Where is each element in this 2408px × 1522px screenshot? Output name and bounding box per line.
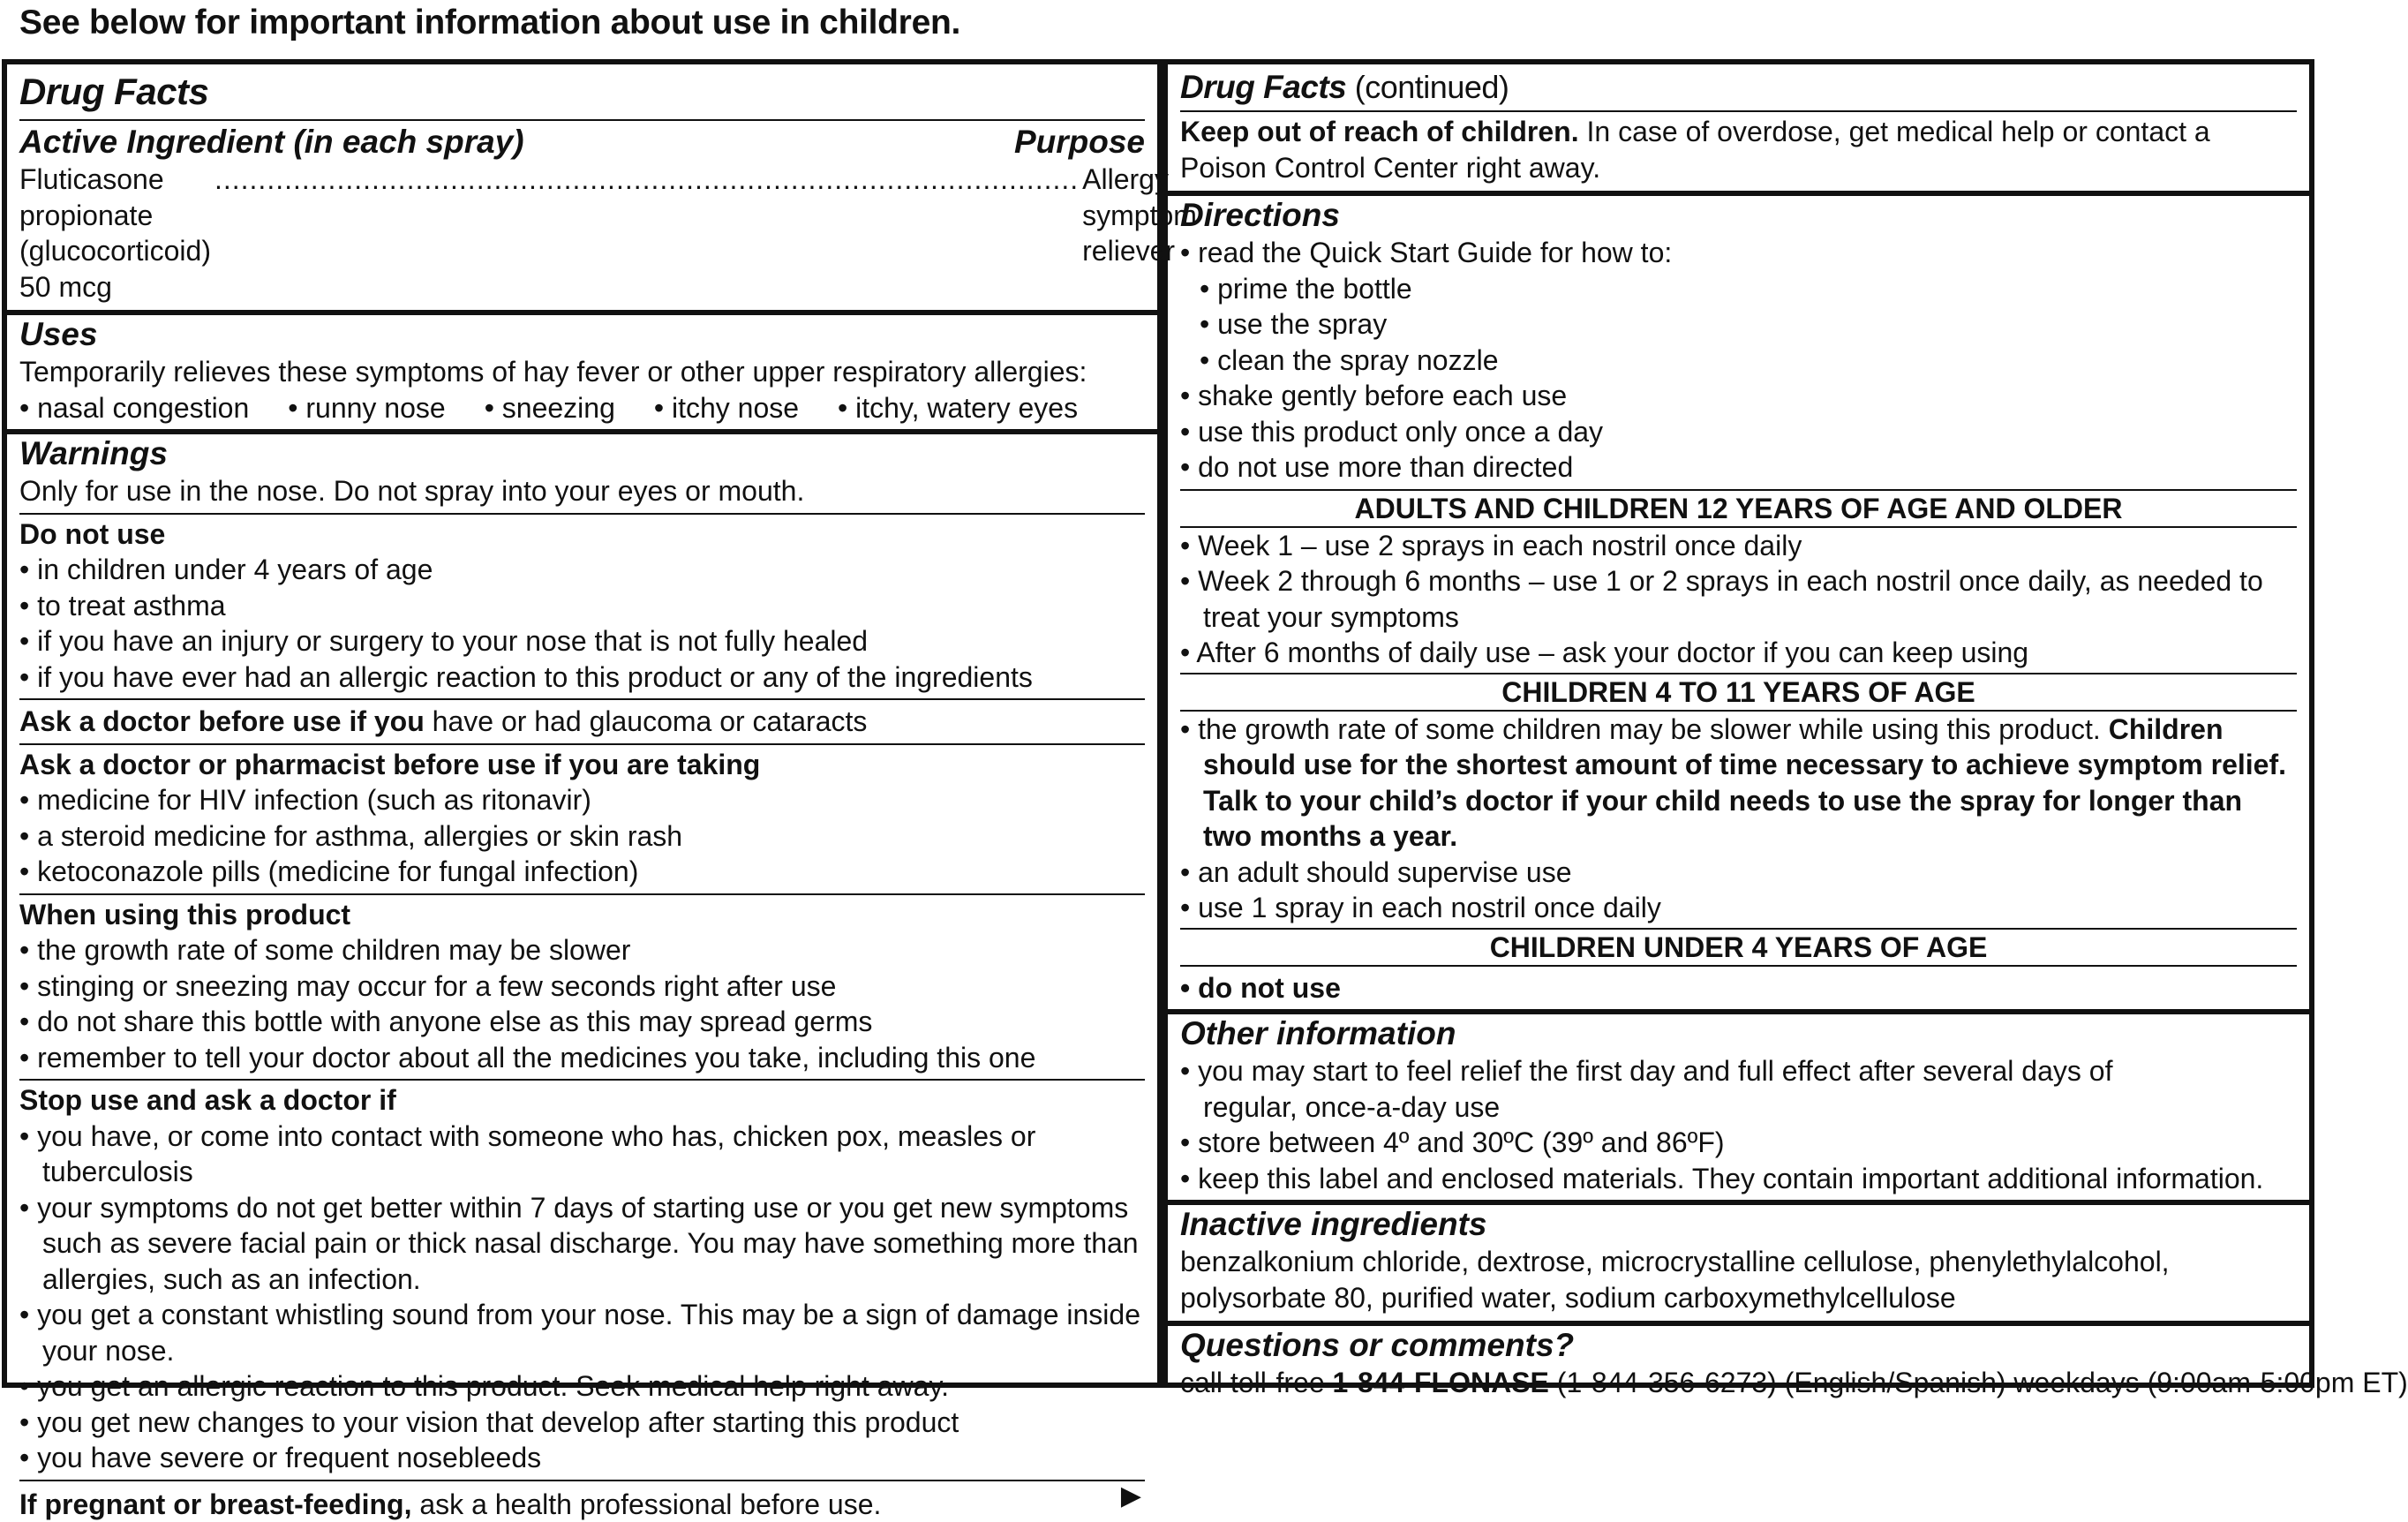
other-info-panel [1168, 1009, 2309, 1200]
list-item: • a steroid medicine for asthma, allergies or skin rash [19, 818, 1145, 855]
uses-intro: Temporarily relieves these symptoms of hay fever or other upper respiratory allergies: [19, 354, 1145, 390]
list-item: • do not use more than directed [1180, 449, 2297, 489]
list-item: • use 1 spray in each nostril once daily [1180, 890, 2297, 928]
list-item: • if you have an injury or surgery to your nose that is not fully healed [19, 623, 1145, 659]
drug-facts-left-column [2, 59, 1163, 1388]
adults-heading: ADULTS AND CHILDREN 12 YEARS OF AGE AND OLDER [1180, 491, 2297, 526]
ask-doctor-bold: Ask a doctor before use if you [19, 705, 425, 737]
ask-doctor-text: have or had glaucoma or cataracts [425, 705, 868, 737]
continued-label: (continued) [1346, 69, 1509, 105]
list-item: • you may start to feel relief the first day and full effect after several days of regular, once-a-day use [1180, 1053, 2297, 1125]
list-item: • your symptoms do not get better within 7 days of starting use or you get new symptoms such as severe facial pain or thick nasal discharge. You may have something more than allergies, such as an infection. [19, 1190, 1145, 1298]
list-item: • read the Quick Start Guide for how to: [1180, 235, 2297, 271]
list-item: • do not share this bottle with anyone else as this may spread germs [19, 1004, 1145, 1040]
questions-pre: call toll-free [1180, 1367, 1333, 1398]
list-item: • use this product only once a day [1180, 414, 2297, 450]
list-item: • stinging or sneezing may occur for a few seconds right after use [19, 968, 1145, 1005]
children-info-banner: See below for important information about use in children. [19, 4, 960, 42]
list-item: • medicine for HIV infection (such as ritonavir) [19, 782, 1145, 818]
list-item: • do not use [1180, 967, 2297, 1006]
purpose-heading: Purpose [1014, 123, 1145, 162]
list-item: • shake gently before each use [1180, 378, 2297, 414]
drug-facts-right-column [1163, 59, 2314, 1388]
leader-dots: ................................................................................................... [214, 162, 1079, 198]
list-item: • you have, or come into contact with someone who has, chicken pox, measles or tuberculosis [19, 1119, 1145, 1190]
drug-facts-title-right: Drug Facts [1180, 69, 1346, 105]
children-growth-text: • the growth rate of some children may be slower while using this product. [1180, 713, 2109, 745]
list-item: • clean the spray nozzle [1180, 343, 2297, 379]
other-info-heading: Other information [1180, 1014, 2297, 1053]
list-item: • sneezing [485, 390, 615, 426]
list-item: • itchy nose [654, 390, 799, 426]
children-under-4-heading: CHILDREN UNDER 4 YEARS OF AGE [1180, 930, 2297, 965]
active-ingredient-heading: Active Ingredient (in each spray) [19, 123, 524, 162]
drug-facts-continued-title [1180, 64, 2297, 110]
pregnant-line [19, 1481, 1145, 1522]
warnings-heading: Warnings [19, 434, 1145, 473]
warnings-panel [7, 429, 1157, 1522]
drug-facts-title: Drug Facts [19, 64, 1145, 119]
uses-panel [7, 310, 1157, 429]
active-ingredient-panel [7, 64, 1157, 310]
warnings-intro: Only for use in the nose. Do not spray into your eyes or mouth. [19, 473, 1145, 513]
pregnant-bold: If pregnant or breast-feeding, [19, 1488, 411, 1520]
continue-arrow-icon: ▶ [1121, 1481, 1141, 1511]
pregnant-text: ask a health professional before use. [411, 1488, 881, 1520]
list-item: • store between 4º and 30ºC (39º and 86ºF) [1180, 1125, 2297, 1161]
list-item: • Week 2 through 6 months – use 1 or 2 sprays in each nostril once daily, as needed to treat your symptoms [1180, 563, 2297, 635]
list-item: • you get an allergic reaction to this product. Seek medical help right away. [19, 1368, 1145, 1405]
list-item: • in children under 4 years of age [19, 552, 1145, 588]
list-item: • you have severe or frequent nosebleeds [19, 1440, 1145, 1480]
keep-out-text [1180, 112, 2297, 185]
list-item: • runny nose [288, 390, 445, 426]
inactive-ingredients-panel [1168, 1200, 2309, 1321]
questions-panel [1168, 1321, 2309, 1401]
list-item: • you get new changes to your vision that develop after starting this product [19, 1405, 1145, 1441]
list-item: • to treat asthma [19, 588, 1145, 624]
list-item: • ketoconazole pills (medicine for fungal infection) [19, 854, 1145, 893]
questions-line [1180, 1365, 2297, 1401]
uses-heading: Uses [19, 315, 1145, 354]
list-item: • an adult should supervise use [1180, 855, 2297, 891]
list-item: • use the spray [1180, 306, 2297, 343]
stop-use-heading: Stop use and ask a doctor if [19, 1081, 1145, 1119]
list-item: • keep this label and enclosed materials. They contain important additional information. [1180, 1161, 2297, 1197]
inactive-ingredients-heading: Inactive ingredients [1180, 1205, 2297, 1244]
list-item [1180, 712, 2297, 855]
active-ingredient-text: Fluticasone propionate (glucocorticoid) 50 mcg [19, 162, 211, 305]
children-4-11-heading: CHILDREN 4 TO 11 YEARS OF AGE [1180, 674, 2297, 710]
do-not-use-heading: Do not use [19, 515, 1145, 553]
list-item: • After 6 months of daily use – ask your doctor if you can keep using [1180, 635, 2297, 673]
list-item: • the growth rate of some children may be slower [19, 932, 1145, 968]
list-item: • Week 1 – use 2 sprays in each nostril once daily [1180, 528, 2297, 564]
children-growth-bold: Children should use for the shortest amount of time necessary to achieve symptom relief. Talk to your child’s doctor if your child needs to use the spray for longer than two months a year. [1203, 713, 2286, 853]
purpose-text: Allergy symptom reliever [1082, 162, 1197, 269]
active-ingredient-row [19, 162, 1145, 305]
when-using-heading: When using this product [19, 895, 1145, 933]
list-item: • nasal congestion [19, 390, 249, 426]
directions-panel [1168, 191, 2309, 1009]
inactive-ingredients-text: benzalkonium chloride, dextrose, microcrystalline cellulose, phenylethylalcohol, polysorbate 80, purified water, sodium carboxymethylcellulose [1180, 1244, 2297, 1315]
ask-pharmacist-heading: Ask a doctor or pharmacist before use if you are taking [19, 745, 1145, 783]
directions-heading: Directions [1180, 196, 2297, 235]
keep-out-bold: Keep out of reach of children. [1180, 116, 1579, 147]
uses-list [19, 390, 1145, 426]
phone-number: 1-844-FLONASE [1333, 1367, 1549, 1398]
list-item: • remember to tell your doctor about all the medicines you take, including this one [19, 1040, 1145, 1080]
list-item: • prime the bottle [1180, 271, 2297, 307]
list-item: • you get a constant whistling sound from your nose. This may be a sign of damage inside your nose. [19, 1297, 1145, 1368]
list-item: • if you have ever had an allergic reaction to this product or any of the ingredients [19, 659, 1145, 699]
questions-post: (1-844-356-6273) (English/Spanish) weekdays (9:00am-5:00pm ET) [1549, 1367, 2408, 1398]
keep-out-rest: In case of overdose, get medical help or contact a Poison Control Center right away. [1180, 116, 2210, 184]
ask-doctor-line [19, 700, 1145, 743]
list-item: • itchy, watery eyes [838, 390, 1078, 426]
questions-heading: Questions or comments? [1180, 1326, 2297, 1365]
keep-out-panel [1168, 64, 2309, 191]
